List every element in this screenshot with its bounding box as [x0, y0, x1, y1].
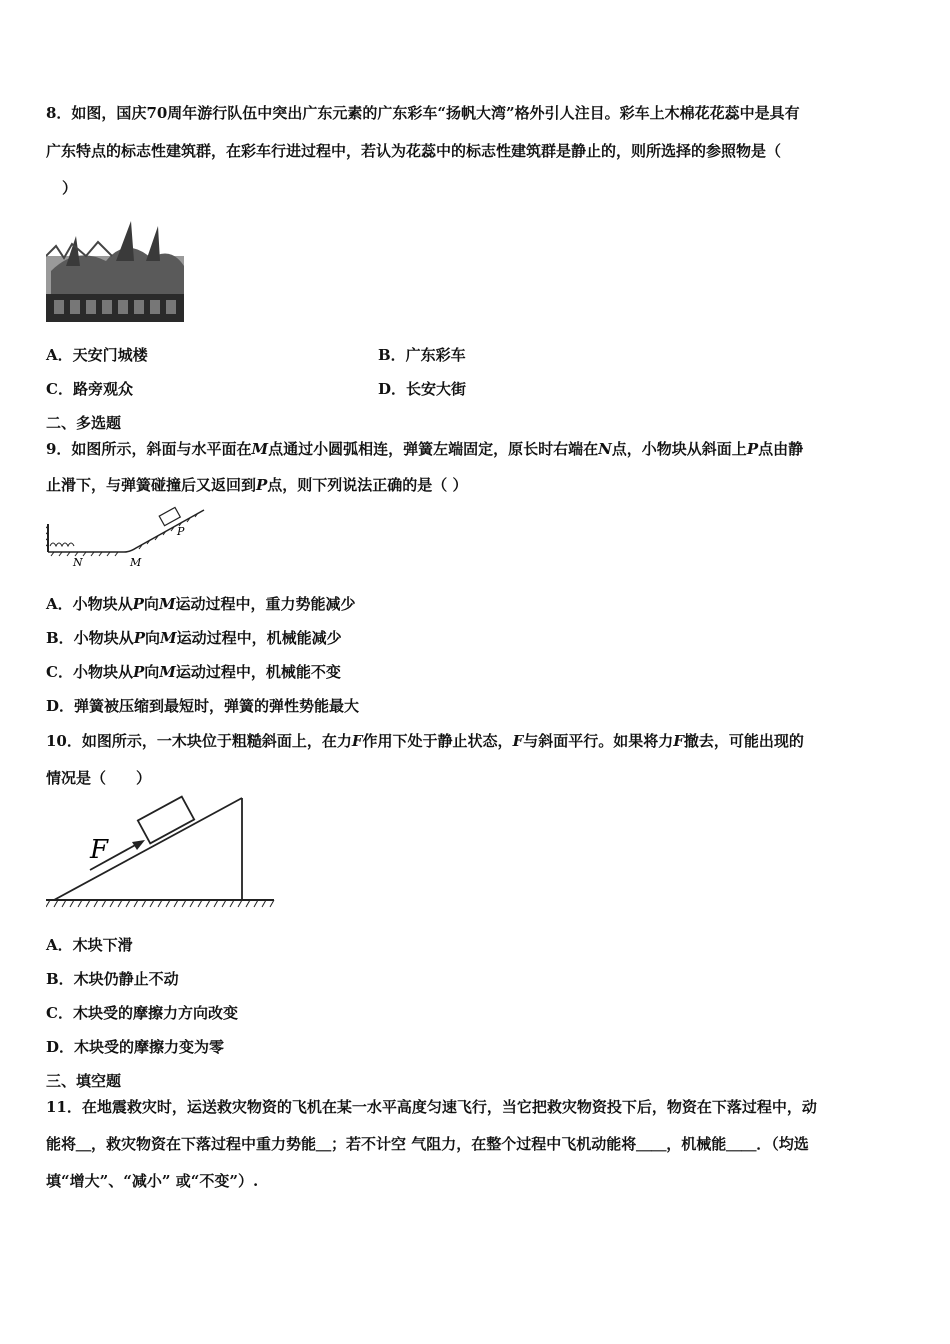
q9-line-2: 止滑下，与弹簧碰撞后又返回到P点，则下列说法正确的是（ ）: [46, 476, 468, 494]
q8-option-b: B．广东彩车: [378, 346, 466, 364]
q11-line-2: 能将＿，救灾物资在下落过程中重力势能＿；若不计空 气阻力，在整个过程中飞机动能将＿＿，机械能＿＿．（均选: [46, 1135, 809, 1153]
q8-line-2: 广东特点的标志性建筑群，在彩车行进过程中，若认为花蕊中的标志性建筑群是静止的，则所选择的参照物是（: [46, 142, 782, 160]
q10-option-b: B．木块仍静止不动: [46, 970, 179, 988]
q8-line-1: 8．如图，国庆70周年游行队伍中突出广东元素的广东彩车“扬帆大湾”格外引人注目。彩车上木棉花花蕊中是具有: [46, 104, 800, 122]
label-n: N: [73, 556, 83, 569]
q9-line-1: 9．如图所示，斜面与水平面在M点通过小圆弧相连，弹簧左端固定，原长时右端在N点，小物块从斜面上P点由静: [46, 440, 804, 458]
q11-line-1: 11．在地震救灾时，运送救灾物资的飞机在某一水平高度匀速飞行，当它把救灾物资投下后，物资在下落过程中，动: [46, 1098, 817, 1116]
q10-option-a: A．木块下滑: [46, 936, 133, 954]
q8-option-a: A．天安门城楼: [46, 346, 148, 364]
section-title-fill-in: 三、填空题: [46, 1072, 122, 1090]
q10-option-d: D．木块受的摩擦力变为零: [46, 1038, 225, 1056]
label-f: F: [90, 835, 109, 865]
parade-float-photo: [46, 216, 186, 322]
q9-option-b: B．小物块从P向M运动过程中，机械能减少: [46, 629, 342, 647]
label-m: M: [130, 556, 142, 569]
incline-force-diagram: [46, 794, 276, 914]
section-title-multiple-choice: 二、多选题: [46, 414, 122, 432]
q10-line-1: 10．如图所示，一木块位于粗糙斜面上，在力F作用下处于静止状态，F与斜面平行。如果将力F撤去，可能出现的: [46, 732, 804, 750]
q8-option-c: C．路旁观众: [46, 380, 133, 398]
label-p: P: [177, 525, 185, 538]
q11-line-3: 填“增大”、“减小” 或“不变”）.: [46, 1172, 259, 1190]
spring-slope-diagram: [46, 502, 211, 572]
q9-option-d: D．弹簧被压缩到最短时，弹簧的弹性势能最大: [46, 697, 360, 715]
q8-line-3: ）: [62, 179, 78, 197]
q9-option-a: A．小物块从P向M运动过程中，重力势能减少: [46, 595, 356, 613]
q9-option-c: C．小物块从P向M运动过程中，机械能不变: [46, 663, 341, 681]
q10-line-2: 情况是（ ）: [46, 769, 152, 787]
q10-option-c: C．木块受的摩擦力方向改变: [46, 1004, 238, 1022]
q8-option-d: D．长安大街: [378, 380, 467, 398]
